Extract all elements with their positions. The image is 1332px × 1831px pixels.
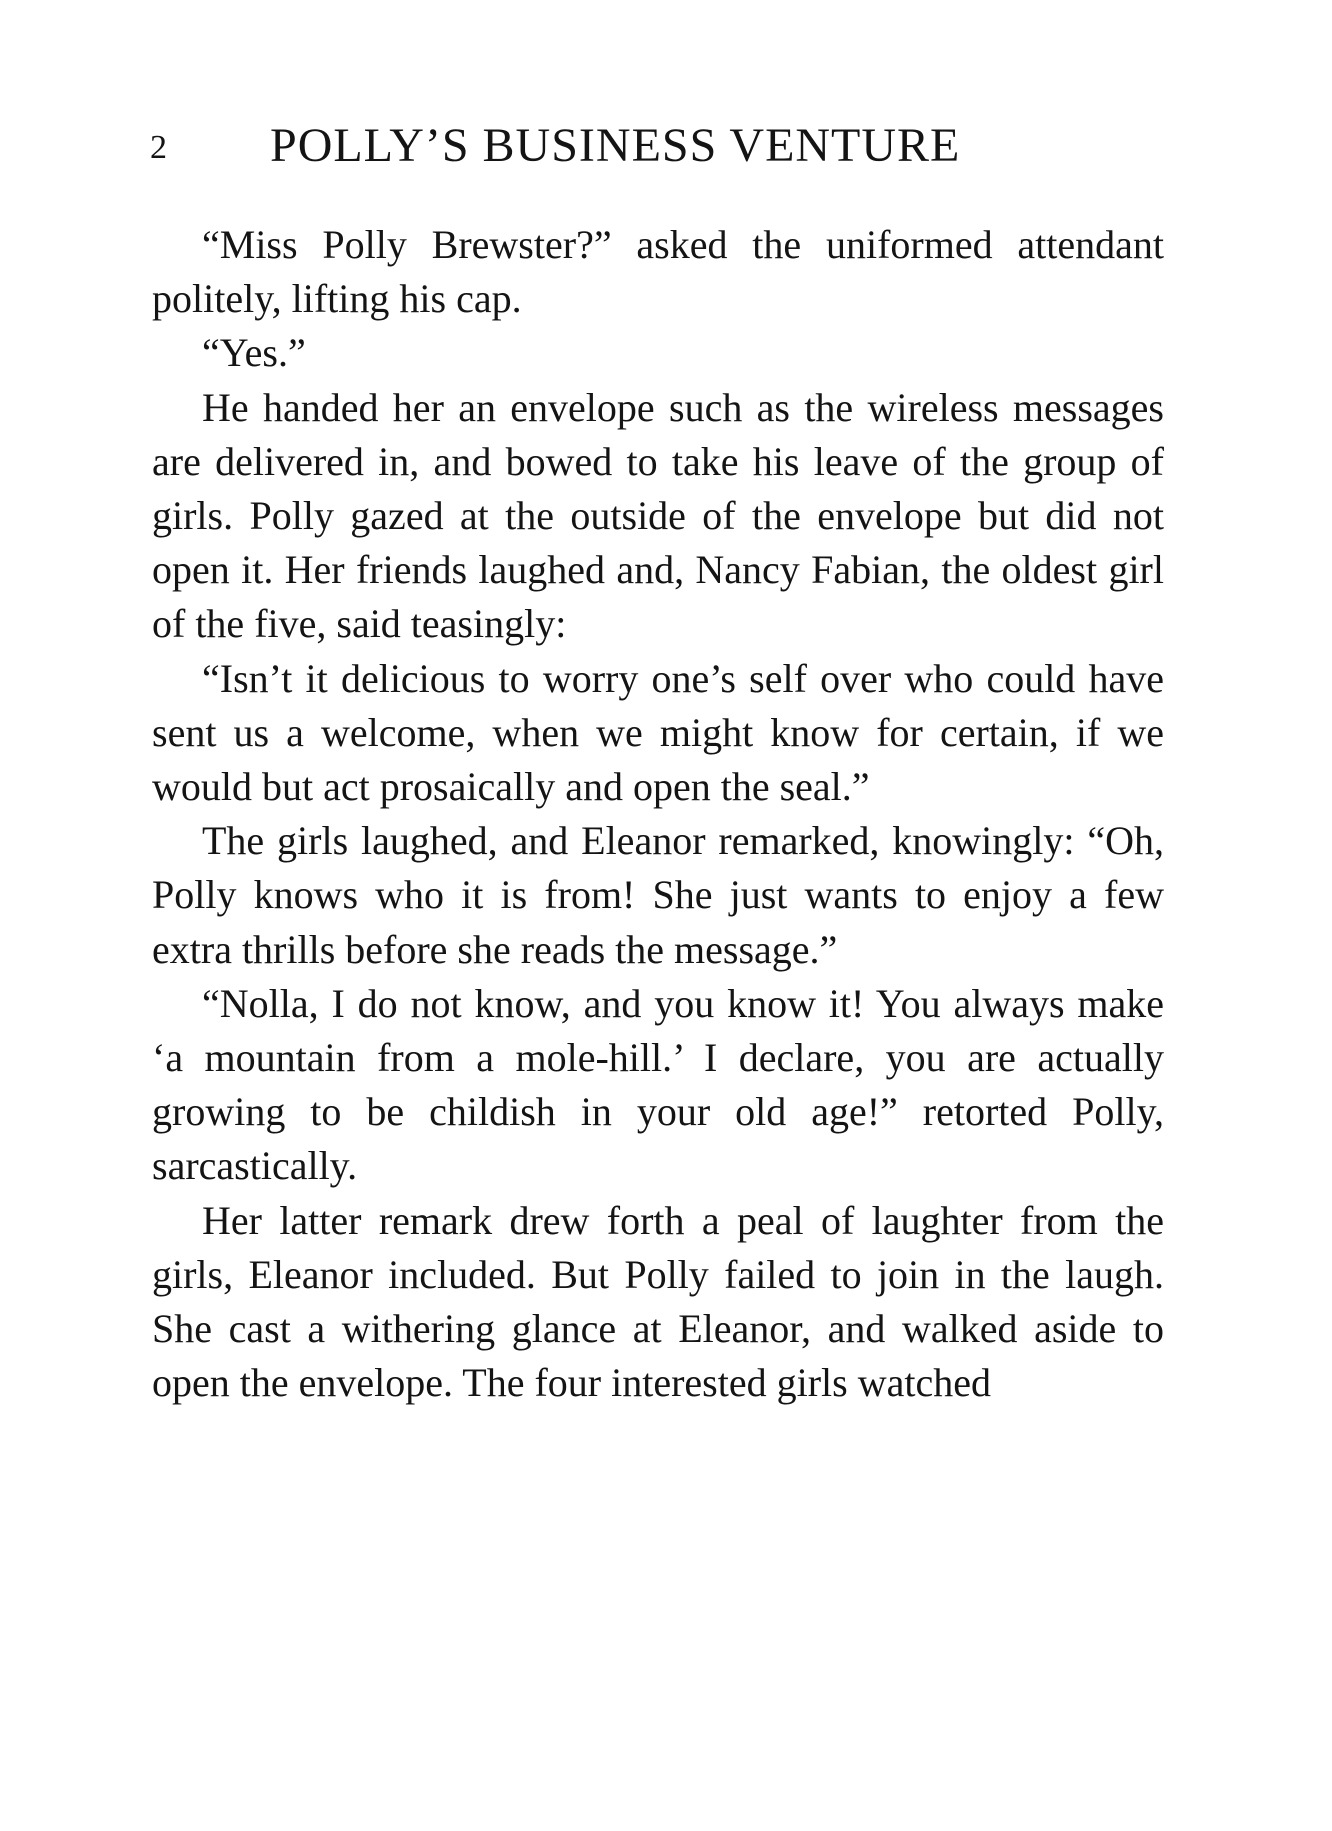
paragraph: The girls laughed, and Eleanor remarked, knowingly: “Oh, Polly knows who it is from! She just wants to enjoy a few extra thrills before she reads the message.” bbox=[152, 818, 1164, 972]
page-number: 2 bbox=[150, 129, 167, 166]
paragraph: “Miss Polly Brewster?” asked the uniformed attendant politely, lifting his cap. bbox=[152, 222, 1164, 322]
paragraph: “Isn’t it delicious to worry one’s self over who could have sent us a welcome, when we might know for certain, if we would but act prosaically and open the seal.” bbox=[152, 655, 1164, 810]
page-header bbox=[150, 118, 1030, 178]
paragraph: “Nolla, I do not know, and you know it! You always make ‘a mountain from a mole-hill.’ I declare, you are actually growing to be childish in your old age!” retorted Polly, sarcastically. bbox=[152, 980, 1164, 1189]
paragraph: He handed her an envelope such as the wireless messages are delivered in, and bowed to take his leave of the group of girls. Polly gazed at the outside of the envelope but did not open it. Her friends laughed and, Nancy Fabian, the oldest girl of the five, said teasingly: bbox=[152, 384, 1164, 647]
running-title: POLLY’S BUSINESS VENTURE bbox=[270, 119, 961, 172]
paragraph: “Yes.” bbox=[202, 330, 306, 376]
body-text bbox=[152, 218, 1164, 1410]
paragraph: Her latter remark drew forth a peal of laughter from the girls, Eleanor included. But Polly failed to join in the laugh. She cast a withering glance at Eleanor, and walked aside to open the envelope. The four interested girls watched bbox=[152, 1197, 1164, 1406]
